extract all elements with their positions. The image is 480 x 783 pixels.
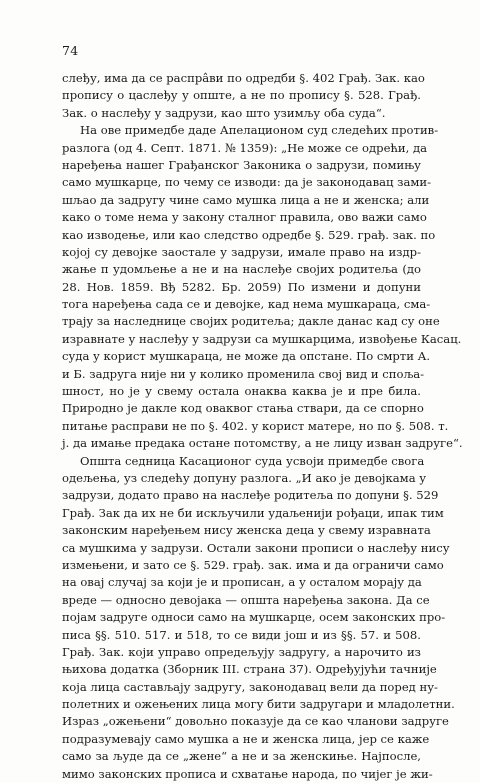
text-line: подразумевају само мушка а не и женска лица, јер се каже bbox=[62, 731, 430, 746]
text-line: жање п удомљење а не и на наслеђе својих родитеља (до bbox=[62, 262, 421, 277]
text-line: Природно је дакле код оваквог стања ствари, да се спорно bbox=[62, 401, 424, 416]
text-line: само мушкарце, по чему се изводи: да је законодавац зами- bbox=[62, 175, 432, 190]
text-line: како о томе нема у закону сталног правила, ово важи само bbox=[62, 210, 427, 225]
text-line: одељења, уз следећу допуну разлога. „И ако је девојкама у bbox=[62, 470, 427, 485]
text-line: само за људе да се „жене“ а не и за женскиње. Најпосле, bbox=[62, 749, 421, 764]
text-line: појам задруге односи само на мушкарце, осем законских про- bbox=[62, 610, 446, 625]
text-line: суда у корист мушкараца, не може да опстане. По смрти А. bbox=[62, 349, 431, 364]
text-line: Израз „ожењени“ довољно показује да се као чланови задруге bbox=[62, 714, 449, 729]
text-line: којој су девојке заостале у задрузи, имале право на издр- bbox=[62, 244, 421, 259]
text-line: мимо законских прописа и схватање народа, по чијег је жи- bbox=[62, 766, 433, 781]
text-line: шљао да задругу чине само мушка лица а не и женска; али bbox=[62, 192, 430, 207]
text-line: полетних и ожењених лица могу бити задругари и младолетни. bbox=[62, 697, 455, 712]
text-line: пропису о цаслеђу у опште, а не по пропису §. 528. Грађ. bbox=[62, 88, 421, 103]
page-number: 74 bbox=[62, 43, 79, 58]
text-line: на овај случај за који је и прописан, а у осталом морају да bbox=[62, 575, 422, 590]
text-line: вреде — односно девојака — општа наређења закона. Да се bbox=[62, 592, 430, 607]
body-text bbox=[62, 70, 463, 783]
text-line: Грађ. Зак. који управо опредељују задругу, а нарочито из bbox=[62, 644, 421, 659]
text-line: измењени, и зато се §. 529. грађ. зак. има и да ограничи само bbox=[62, 557, 444, 572]
text-line: тога наређења сада се и девојке, кад нема мушкараца, сма- bbox=[62, 297, 431, 312]
text-line: 28. Нов. 1859. Вђ 5282. Бр. 2059) По измени и допуни bbox=[62, 279, 421, 294]
text-line: На ове примедбе даде Апелационом суд следећих против- bbox=[80, 123, 439, 138]
text-line: изравнате у наслеђу у задрузи са мушкарцима, извођење Касац. bbox=[62, 331, 462, 346]
text-line: слеђу, има да се распрâви по одредби §. 402 Грађ. Зак. као bbox=[62, 71, 425, 85]
text-line: ј. да имање предака остане потомству, а не лицу изван задруге“. bbox=[62, 436, 463, 451]
text-line: Зак. о наслеђу у задрузи, као што узимљу оба суда“. bbox=[62, 105, 386, 120]
text-line: њихова додатка (Зборник III. страна 37). Одређујући тачније bbox=[62, 662, 437, 677]
text-line: Грађ. Зак да их не би искључили удаљенији рођаци, ипак тим bbox=[62, 505, 444, 520]
text-line: и Б. задруга није ни у колико променила свој вид и спољa- bbox=[62, 366, 425, 381]
text-line: наређења нашег Грађанског Законика о задрузи, помињу bbox=[62, 157, 421, 172]
text-line: као изводење, или као следство одредбе §. 529. грађ. зак. по bbox=[62, 227, 436, 242]
text-line: шност, но је у свему остала онаква каква је и пре била. bbox=[62, 384, 421, 399]
text-line: задрузи, додато право на наслеђе родитеља по допуни §. 529 bbox=[62, 488, 439, 503]
text-line: разлога (од 4. Септ. 1871. № 1359): „Не може се одрећи, да bbox=[62, 140, 428, 155]
text-line: трају за наследнице својих родитеља; дакле данас кад су оне bbox=[62, 314, 440, 329]
text-line: са мушкима у задрузи. Остали закони прописи о наслеђу нису bbox=[62, 540, 450, 555]
text-line: Општа седница Касационог суда усвоји примедбе свога bbox=[80, 453, 425, 468]
text-line: питање расправи не по §. 402. у корист матере, но по §. 508. т. bbox=[62, 418, 449, 433]
text-line: писа §§. 510. 517. и 518, то се види још и из §§. 57. и 508. bbox=[62, 627, 421, 642]
text-line: која лица састављају задругу, законодавац вели да поред ну- bbox=[62, 679, 438, 694]
text-line: законским наређењем нису женска деца у свему изравната bbox=[62, 523, 431, 538]
